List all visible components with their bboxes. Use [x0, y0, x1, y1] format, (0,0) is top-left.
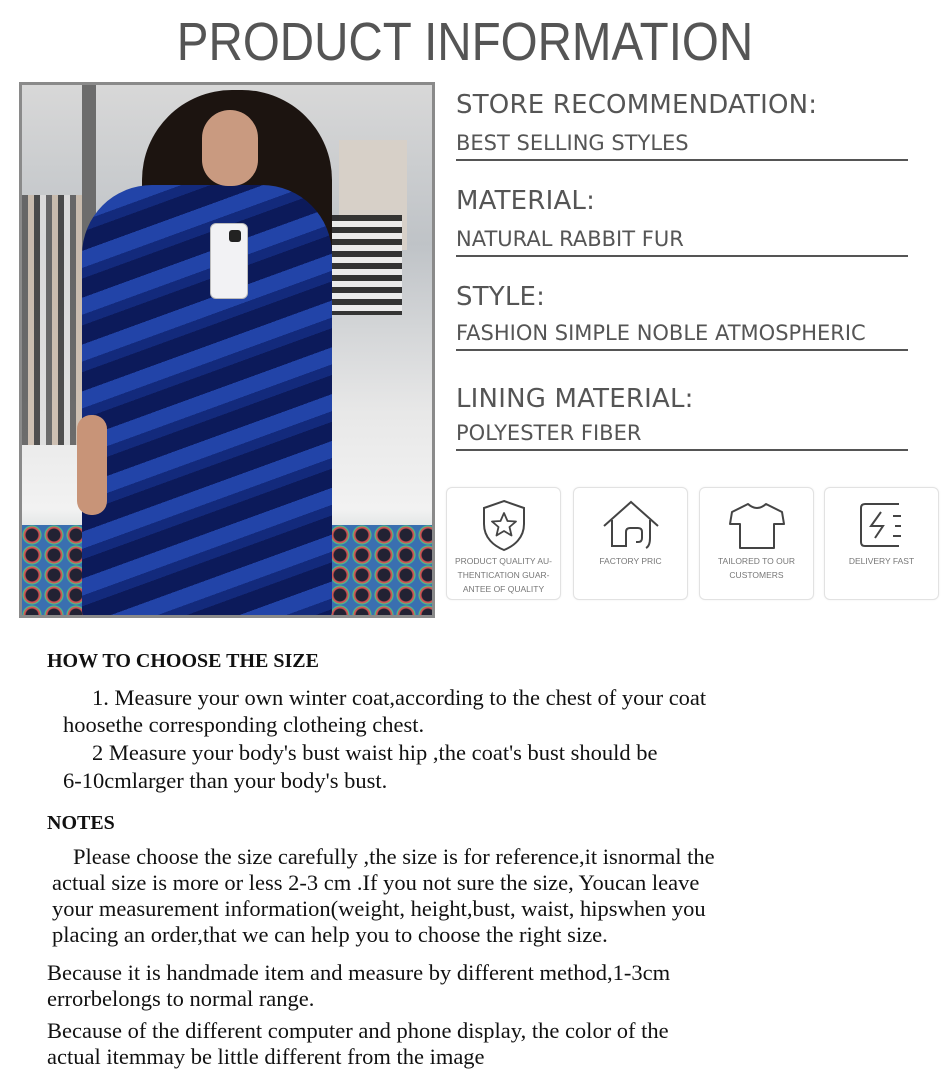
spec-lining-material: [456, 384, 910, 451]
spec-material: [456, 186, 910, 257]
notes-heading: NOTES: [47, 812, 115, 834]
spec-value: BEST SELLING STYLES: [456, 130, 908, 161]
smartphone: [210, 223, 248, 299]
clothing-rack: [22, 195, 82, 445]
notes-line: actual itemmay be little different from the image: [47, 1044, 485, 1069]
fast-delivery-icon: [851, 498, 913, 552]
notes-line: Because it is handmade item and measure by different method,1-3cm: [47, 960, 671, 985]
house-icon: [600, 498, 662, 552]
notes-line: your measurement information(weight, height,bust, waist, hipswhen you: [52, 896, 706, 921]
blue-fur-coat: [82, 185, 332, 618]
shield-star-icon: [478, 498, 530, 552]
size-guide-line: 1. Measure your own winter coat,according to the chest of your coat: [92, 685, 707, 710]
badge-delivery: [824, 487, 939, 600]
badge-factory-price: [573, 487, 688, 600]
size-guide-line: 2 Measure your body's bust waist hip ,the coat's bust should be: [92, 740, 658, 765]
spec-label: LINING MATERIAL:: [456, 384, 694, 414]
spec-value: NATURAL RABBIT FUR: [456, 226, 908, 257]
notes-line: errorbelongs to normal range.: [47, 986, 315, 1011]
notes-line: Please choose the size carefully ,the size is for reference,it isnormal the: [73, 844, 715, 869]
product-photo: [19, 82, 435, 618]
notes-line: placing an order,that we can help you to choose the right size.: [52, 922, 608, 947]
model-arm: [77, 415, 107, 515]
tshirt-icon: [726, 498, 788, 552]
notes-line: actual size is more or less 2-3 cm .If you not sure the size, Youcan leave: [52, 870, 700, 895]
page-title: PRODUCT INFORMATION: [176, 12, 754, 72]
feature-badges: [446, 487, 940, 602]
size-guide-heading: HOW TO CHOOSE THE SIZE: [47, 650, 319, 672]
notes-line: Because of the different computer and phone display, the color of the: [47, 1018, 669, 1043]
spec-store-recommendation: [456, 90, 910, 161]
size-guide-line: 6-10cmlarger than your body's bust.: [63, 768, 388, 793]
model-face: [202, 110, 258, 186]
badge-tailored: [699, 487, 814, 600]
spec-label: STYLE:: [456, 282, 546, 312]
badge-caption: FACTORY PRIC: [599, 556, 662, 566]
size-guide-line: hoosethe corresponding clotheing chest.: [63, 712, 425, 737]
striped-coats-rack: [332, 215, 402, 315]
badge-quality: [446, 487, 561, 600]
badge-caption: DELIVERY FAST: [848, 556, 915, 566]
badge-caption: PRODUCT QUALITY AU- THENTICATION GUAR- ANTEE OF QUALITY: [455, 556, 552, 594]
spec-label: STORE RECOMMENDATION:: [456, 90, 818, 120]
spec-value: FASHION SIMPLE NOBLE ATMOSPHERIC: [456, 320, 908, 351]
spec-value: POLYESTER FIBER: [456, 420, 908, 451]
badge-caption: TAILORED TO OUR CUSTOMERS: [718, 556, 795, 580]
spec-label: MATERIAL:: [456, 186, 596, 216]
spec-style: [456, 282, 910, 351]
